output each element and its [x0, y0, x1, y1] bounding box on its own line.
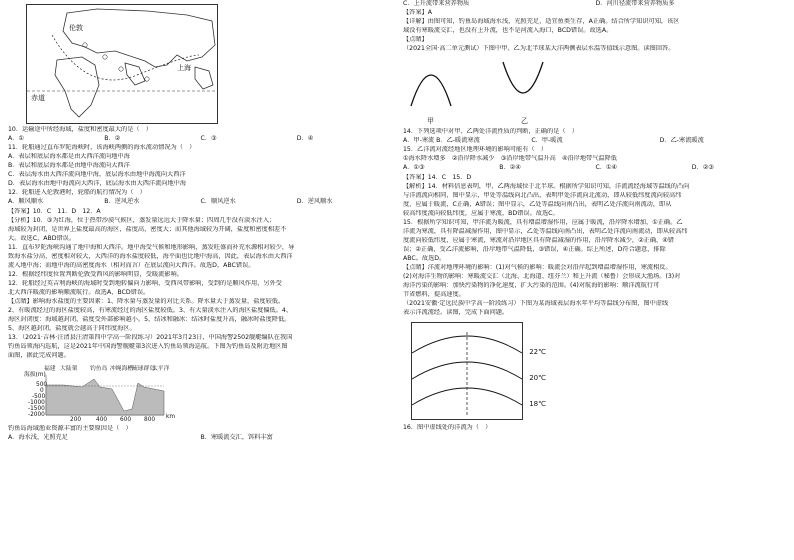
q14-text: 14．下列选项中对甲、乙两处洋流性质的判断，正确的是（ ）	[403, 127, 578, 135]
q13-intro-line: 13．（2021·吉林·汪清县汪清第四中学高一阶段练习）2021年3月23日，中国海警2502舰艇编队在我国	[8, 333, 293, 341]
curve-label-yi: 乙	[521, 116, 528, 125]
analysis-line: 【分析】10．③为红海，位于热带沙漠气候区，蒸发量远远大于降水量；四周几乎没有淡水注入；	[8, 216, 276, 224]
q11-option-b: B．表层和底层海水都是由地中海流向大西洋	[8, 161, 130, 169]
q13-option-b: B．寒暖流交汇，饵料丰富	[200, 433, 273, 441]
q15-option-b: B．②④	[499, 163, 521, 171]
q15-options	[403, 164, 788, 173]
profile-tick: -1000	[28, 399, 45, 406]
q13-text: 钓鱼岛海域渔业资源丰富的主要原因是（ ）	[8, 424, 132, 432]
analysis-line: 流入地中海；而地中海的高密度海水（相对而言）在底层流向大西洋。故选D，ABC错误。	[8, 261, 255, 269]
q16-intro-2: 表示洋流流经。读图，完成下面问题。	[403, 308, 509, 316]
profile-label-pacific: 太平洋	[152, 365, 170, 372]
profile-tick: 400	[96, 416, 108, 423]
q10-option-d: D．④	[296, 134, 314, 142]
dianjing-14-15	[403, 264, 788, 300]
analysis-line: 较高纬度流向较低纬度，应属于寒流，BD错误。故选C。	[403, 209, 559, 217]
profile-tick: -2000	[28, 411, 45, 418]
profile-tick: 600	[120, 416, 132, 423]
q14-option-d: D．乙-寒流暖流	[659, 136, 704, 144]
q15-option-a: A．①③	[403, 163, 425, 171]
analysis-line: 【解析】14．材料信息表明，甲、乙两海域位于北半球。根据所学知识可知，洋流流经海域等温线的凸向	[403, 182, 690, 190]
q15-option-d: D．②③	[691, 163, 714, 171]
q14-option-a: A．甲-寒流 B．乙-暖流寒流	[403, 136, 480, 144]
dianjing-line: 节省燃料，提高速度。	[403, 290, 465, 298]
q12-options	[8, 198, 393, 207]
map-label-london: 伦敦	[69, 24, 83, 32]
profile-label-shelf: 大陆架	[60, 365, 78, 372]
q12-option-b: B．逆风逆水	[104, 197, 140, 205]
q16-intro: （2021安徽·定远民族中学高一阶段练习）下图为某海域表层海水年平均等温线分布图，图中虚线	[403, 299, 669, 307]
dianjing-line: 海洋污染的影响：加快污染物的净化速度，扩大污染的范围。(4)对航海的影响：顺洋流航行可	[403, 281, 660, 289]
detail-line: 域没有寒暖流交汇，也没有上升流，也不是河流入海口，BCD错误。故选A。	[403, 26, 613, 34]
curve-label-jia: 甲	[427, 116, 434, 125]
analysis-line: 海域较为封闭，是世界上盐度最高的海区，盐度高，密度大；而其他海域较为开阔，盐度和密度相差不	[8, 225, 287, 233]
profile-tick: -1500	[28, 405, 45, 412]
q12-option-d: D．逆风顺水	[296, 197, 333, 205]
analysis-14-15	[403, 183, 788, 264]
q13-options-cont	[403, 0, 788, 9]
profile-label-trough: 冲绳海槽	[110, 365, 134, 372]
profile-tick: 500	[36, 381, 48, 388]
q10-text: 10．运输途中所经海域，盐度和密度最大的是（ ）	[8, 126, 152, 133]
analysis-line: 海区封闭度：海域越封闭，盐度受外部影响越小。5、结冰和融冰：结冰时盐度升高，融冰时盐度降低。	[8, 315, 291, 323]
isotherm-label-22: 22℃	[529, 347, 546, 356]
world-map	[26, 4, 218, 124]
analysis-line: 误；②正确，受乙洋流影响，沿岸地带气温降低，③错误，④正确。综上所述，D符合题意，排除	[403, 245, 666, 253]
q11-text: 11．轮船通过直布罗陀海峡时，该海峡两侧的海水流动情况为（ ）	[8, 143, 196, 151]
analysis-line: 12．根据经纬度位置判断伦敦受西风的影响明显，受暖流影响。	[8, 270, 183, 278]
analysis-10-12	[8, 217, 393, 334]
q13-option-a: A．海水浅，光照充足	[8, 433, 68, 441]
answer-10-12: 【答案】10．C 11．D 12．A	[8, 207, 101, 215]
profile-label-ryukyu: 琉球群岛	[132, 365, 156, 372]
analysis-line: 度流向较低纬度，应属于寒流，寒流对沿岸地区具有降温减湿的作用，沿岸降水减少，②正确，④错	[403, 236, 674, 244]
q11-option-d: D．表层海水由地中海流向大西洋，底层海水由大西洋流向地中海	[8, 179, 187, 187]
q10-option-c: C．③	[200, 134, 217, 142]
dianjing-line: (2)对海洋生物的影响：寒暖流交汇（北海、北海道、纽芬兰）和上升流（秘鲁）会形成大渔场。(3)对	[403, 272, 681, 280]
analysis-line: ABC。故选D。	[403, 254, 446, 262]
q13-option-c: C．上升流带来营养物质	[403, 0, 470, 7]
map-label-shanghai: 上海	[177, 64, 191, 72]
q14-option-c: C．甲-暖流	[531, 136, 563, 144]
q13-intro-line: 面图，据此完成问题。	[8, 351, 70, 359]
q11-option-a: A．表层和底层海水都是由大西洋流向地中海	[8, 152, 130, 160]
analysis-line: 11．直布罗陀海峡沟通了地中海和大西洋。地中海受气候和地形影响，蒸发旺盛而补充水源相对较少，导	[8, 243, 295, 251]
isotherm-curves	[403, 56, 563, 114]
analysis-line: 大。故选C，ABD错误。	[8, 234, 76, 242]
analysis-line: 北大西洋暖流的影响顺流航行。故选A，BCD错误。	[8, 288, 150, 296]
analysis-line: 2、有暖流经过的海区盐度较高，有寒流经过的海区盐度较低。3、有大量淡水注入的海区盐度偏低。4、	[8, 306, 293, 314]
analysis-line: 洋流为寒流，具有降温减湿作用，图中显示，乙处等温线向南凸出，表明乙处洋流向南流动，即从较高纬	[403, 227, 688, 235]
isotherm-label-20: 20℃	[529, 373, 546, 382]
profile-tick: 800	[144, 416, 156, 423]
curves-drawing	[403, 56, 563, 114]
q14-intro: （2021全国·高二单元测试）下图中甲、乙为北半球某大洋两侧表层水温等值线示意图。读图回答。	[403, 44, 675, 52]
q16-text: 16．图中虚线处的洋流为（ ）	[403, 423, 492, 431]
left-column	[8, 0, 393, 443]
q14-options	[403, 137, 788, 146]
q12-text: 12．轮船进入伦敦港时，轮船的航行情况为（ ）	[8, 188, 146, 196]
dianjing-line: 【点睛】洋流对地理环境的影响：(1)对气候的影响：暖流会对沿岸起到增温增湿作用，寒流相反。	[403, 263, 672, 271]
q12-option-c: C．顺风逆水	[200, 197, 236, 205]
map-label-equator: 赤道	[31, 94, 45, 102]
dianjing-13: 【点睛】	[403, 35, 428, 43]
q10-option-b: B．②	[104, 134, 121, 142]
q10-options	[8, 135, 393, 144]
profile-label-fujian: 福建	[44, 365, 56, 372]
profile-label-diaoyu: 钓鱼岛	[90, 365, 108, 372]
analysis-line: 【点睛】影响海水盐度的主要因素：1、降水量与蒸发量的对比关系。降水量大于蒸发量，盐度较低。	[8, 297, 285, 305]
analysis-line: 致海水盐分高，密度相对较大，大西洋的海水盐度较低，海平面也比地中海高，因此，表层海水由大西洋	[8, 252, 293, 260]
right-column	[403, 0, 788, 433]
profile-xunit: km	[166, 413, 176, 420]
q11-option-c: C．表层海水由大西洋流向地中海，底层海水由地中海流向大西洋	[8, 170, 186, 178]
answer-14-15: 【答案】14．C 15．D	[403, 173, 472, 181]
curve-labels	[403, 116, 788, 128]
isotherm-drawing	[412, 323, 522, 419]
q15-text: 15．乙洋流对流经地区地理环境的影响可能有（ ）	[403, 145, 547, 153]
q12-option-a: A．顺风顺水	[8, 197, 44, 205]
profile-ylabel: 海拔(m)	[24, 371, 46, 378]
q13-intro-line: 钓鱼岛领海内巡航，这是2021年中国海警舰艇第3次进入钓鱼岛领海巡航。下图为钓鱼岛及附近地区图	[8, 342, 288, 350]
answer-13: 【答案】A	[403, 8, 432, 16]
analysis-line: 15．根据所学知识可知，甲洋流为暖流，具有增温增湿作用，应属于暖流，沿岸降水增加，①正确。乙	[403, 218, 683, 226]
profile-tick: -500	[32, 393, 46, 400]
isotherm-map	[411, 322, 546, 420]
q15-items: ①海水降水增多 ②沿岸降水减少 ③沿岸地带气温升高 ④沿岸地带气温降低	[403, 154, 617, 162]
q10-option-a: A．①	[8, 134, 24, 142]
profile-tick: 200	[70, 416, 82, 423]
profile-tick: 0	[40, 387, 44, 394]
q13-option-d: D．河川径流带来营养物质多	[595, 0, 675, 7]
profile-drawing	[24, 365, 174, 423]
q13-options	[8, 434, 393, 443]
analysis-line: 与洋流流向相同，图中显示，甲处等温线向北凸出，表明甲处洋流向北流动，即从较低纬度流向较高纬	[403, 191, 682, 199]
detail-line: 【详解】由图可知，钓鱼岛海域海水浅，光照充足，适宜鱼类生存，A正确。结合所学知识可知，该区	[403, 17, 680, 25]
seafloor-profile	[24, 365, 174, 423]
analysis-line: 度，应属于暖流，C正确，A错误；图中显示，乙处等温线向南凸出，表明乙处洋流向南流动，即从	[403, 200, 672, 208]
q15-option-c: C．①④	[595, 163, 618, 171]
analysis-line: 12．轮船经过英吉利海峡的海域时受到地转偏向力影响，受西风带影响，受到的是顺风作用，另外受	[8, 279, 282, 287]
isotherm-label-18: 18℃	[529, 399, 546, 408]
analysis-line: 5、海区越封闭，盐度就会越高于同纬度海区。	[8, 324, 136, 332]
